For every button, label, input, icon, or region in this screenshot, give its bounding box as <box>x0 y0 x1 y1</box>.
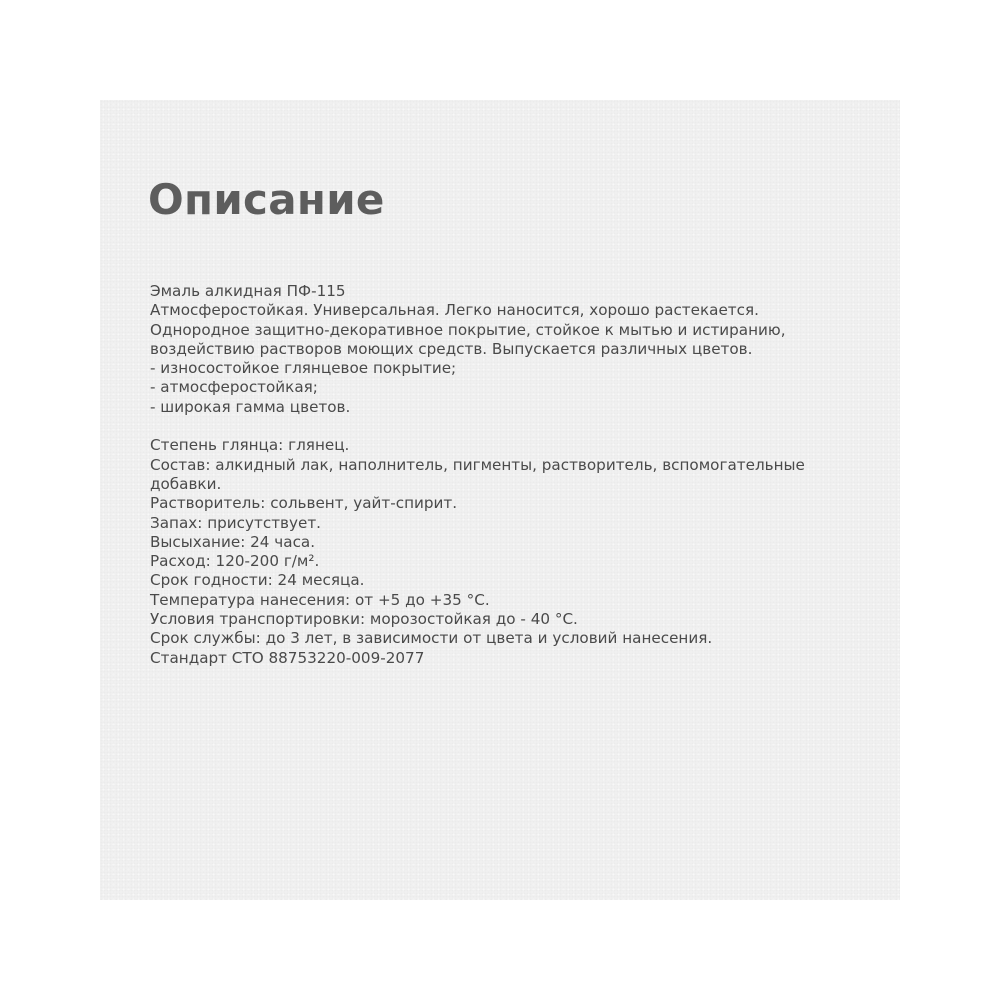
intro-block <box>150 282 870 417</box>
spec-line: Запах: присутствует. <box>150 513 321 532</box>
description-body <box>150 282 870 668</box>
feature-item: - широкая гамма цветов. <box>150 397 351 416</box>
specs-block <box>150 436 870 668</box>
spec-line: добавки. <box>150 474 222 493</box>
spec-line: Срок годности: 24 месяца. <box>150 571 365 590</box>
spec-line: Состав: алкидный лак, наполнитель, пигменты, растворитель, вспомогательные <box>150 455 805 474</box>
intro-line: Однородное защитно-декоративное покрытие, стойкое к мытью и истиранию, <box>150 320 786 339</box>
page-title: Описание <box>148 175 385 224</box>
intro-line: воздействию растворов моющих средств. Выпускается различных цветов. <box>150 339 753 358</box>
feature-item: - износостойкое глянцевое покрытие; <box>150 359 457 378</box>
spec-line: Высыхание: 24 часа. <box>150 532 316 551</box>
intro-line: Эмаль алкидная ПФ-115 <box>150 282 346 300</box>
feature-item: - атмосферостойкая; <box>150 378 318 397</box>
spec-line: Расход: 120-200 г/м². <box>150 552 320 571</box>
spec-line: Растворитель: сольвент, уайт-спирит. <box>150 494 458 513</box>
spec-line: Условия транспортировки: морозостойкая до - 40 °С. <box>150 610 578 629</box>
spec-line: Срок службы: до 3 лет, в зависимости от цвета и условий нанесения. <box>150 629 713 648</box>
intro-line: Атмосферостойкая. Универсальная. Легко наносится, хорошо растекается. <box>150 301 759 320</box>
description-card <box>100 100 900 900</box>
paragraph-gap <box>150 417 870 436</box>
spec-line: Степень глянца: глянец. <box>150 436 350 455</box>
spec-line: Температура нанесения: от +5 до +35 °С. <box>150 590 490 609</box>
spec-line: Стандарт СТО 88753220-009-2077 <box>150 648 425 667</box>
